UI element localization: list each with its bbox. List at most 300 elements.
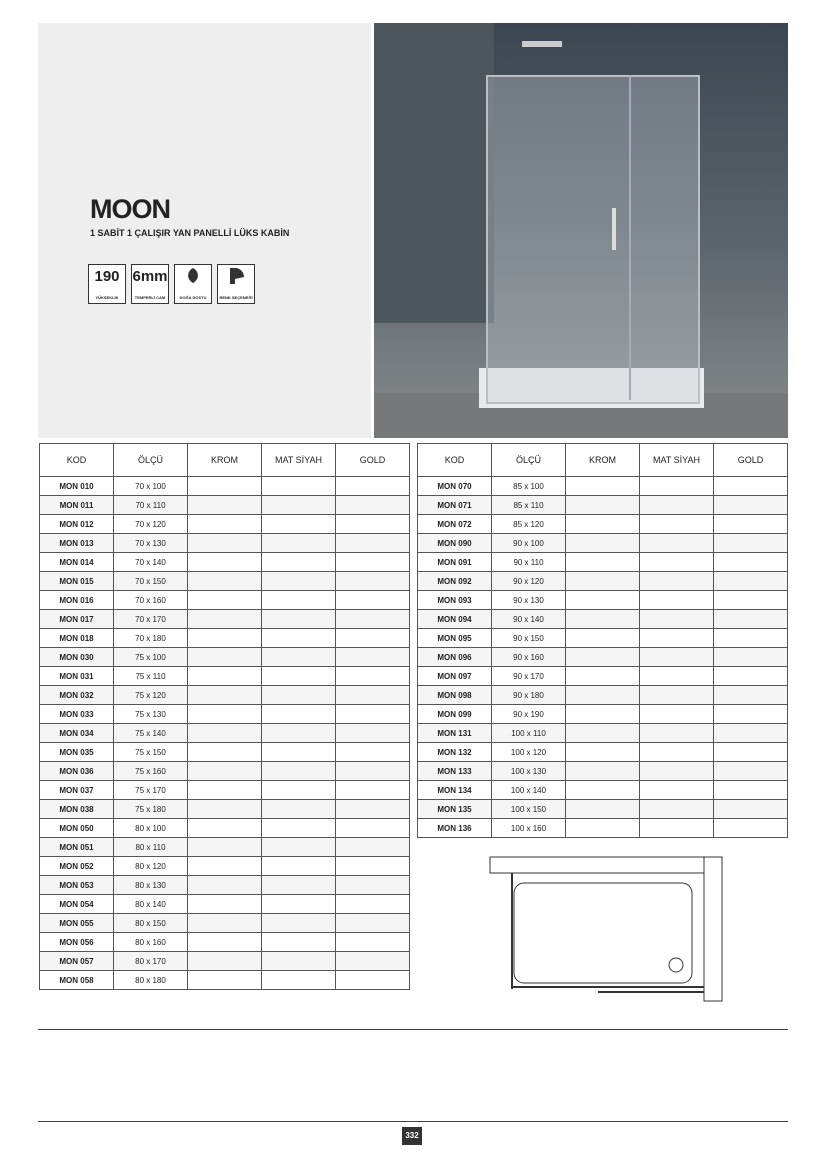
finish-cell [566,800,640,819]
table-row [40,686,410,705]
product-size: 90 x 140 [492,610,566,629]
column-header: KROM [566,444,640,477]
product-size: 90 x 190 [492,705,566,724]
product-size: 85 x 120 [492,515,566,534]
finish-cell [188,553,262,572]
finish-cell [188,838,262,857]
finish-cell [640,819,714,838]
finish-cell [336,952,410,971]
finish-cell [262,876,336,895]
product-code: MON 098 [418,686,492,705]
height-badge [88,264,126,304]
finish-cell [566,724,640,743]
finish-cell [262,648,336,667]
finish-cell [188,591,262,610]
finish-cell [188,781,262,800]
finish-cell [336,857,410,876]
finish-cell [640,686,714,705]
product-code: MON 090 [418,534,492,553]
finish-cell [336,743,410,762]
table-row [418,572,788,591]
finish-cell [262,838,336,857]
finish-cell [262,553,336,572]
table-row [418,629,788,648]
finish-cell [262,496,336,515]
eco-badge [174,264,212,304]
product-size: 80 x 140 [114,895,188,914]
table-row [418,610,788,629]
finish-cell [714,496,788,515]
finish-cell [188,876,262,895]
badge-label: DOĞA DOSTU [179,295,207,300]
finish-cell [336,914,410,933]
product-size: 90 x 180 [492,686,566,705]
product-size: 80 x 180 [114,971,188,990]
finish-cell [566,743,640,762]
finish-cell [566,477,640,496]
product-code: MON 091 [418,553,492,572]
finish-cell [714,534,788,553]
table-row [418,534,788,553]
product-code: MON 031 [40,667,114,686]
product-code: MON 055 [40,914,114,933]
product-code: MON 032 [40,686,114,705]
finish-cell [714,800,788,819]
finish-cell [188,933,262,952]
table-row [40,857,410,876]
finish-cell [336,933,410,952]
finish-cell [566,534,640,553]
finish-cell [188,800,262,819]
finish-cell [714,610,788,629]
finish-cell [262,914,336,933]
product-size: 80 x 120 [114,857,188,876]
product-code: MON 135 [418,800,492,819]
finish-cell [188,648,262,667]
product-code: MON 014 [40,553,114,572]
finish-cell [566,553,640,572]
product-code: MON 038 [40,800,114,819]
finish-cell [640,743,714,762]
finish-cell [714,572,788,591]
finish-cell [714,667,788,686]
finish-cell [640,781,714,800]
finish-cell [566,515,640,534]
finish-cell [336,895,410,914]
product-photo [374,23,788,438]
product-size: 90 x 120 [492,572,566,591]
finish-cell [188,705,262,724]
finish-cell [188,496,262,515]
product-code: MON 037 [40,781,114,800]
finish-cell [188,667,262,686]
divider [38,1029,788,1030]
product-size: 75 x 150 [114,743,188,762]
finish-cell [336,496,410,515]
product-size: 70 x 180 [114,629,188,648]
product-code: MON 134 [418,781,492,800]
product-size: 80 x 100 [114,819,188,838]
table-row [418,686,788,705]
finish-cell [640,496,714,515]
finish-cell [714,762,788,781]
table-row [40,477,410,496]
finish-cell [188,477,262,496]
finish-cell [262,591,336,610]
table-row [40,876,410,895]
finish-cell [188,686,262,705]
product-size: 90 x 110 [492,553,566,572]
column-header: KOD [418,444,492,477]
table-row [40,762,410,781]
column-header: GOLD [714,444,788,477]
product-code: MON 099 [418,705,492,724]
finish-cell [714,724,788,743]
finish-cell [262,819,336,838]
product-code: MON 070 [418,477,492,496]
finish-cell [262,933,336,952]
product-size: 100 x 150 [492,800,566,819]
table-row [40,743,410,762]
table-row [40,952,410,971]
finish-cell [188,629,262,648]
product-code: MON 131 [418,724,492,743]
table-row [418,496,788,515]
finish-cell [336,534,410,553]
color-icon [227,267,245,285]
column-header: ÖLÇÜ [114,444,188,477]
table-row [40,933,410,952]
finish-cell [262,952,336,971]
finish-cell [262,629,336,648]
table-row [418,515,788,534]
product-code: MON 071 [418,496,492,515]
product-code: MON 036 [40,762,114,781]
product-code: MON 097 [418,667,492,686]
product-size: 90 x 160 [492,648,566,667]
column-header: MAT SİYAH [262,444,336,477]
product-code: MON 035 [40,743,114,762]
finish-cell [336,762,410,781]
cabin-plan-diagram [488,855,724,1003]
product-size: 75 x 100 [114,648,188,667]
table-row [40,781,410,800]
table-row [40,838,410,857]
product-size: 90 x 130 [492,591,566,610]
column-header: KOD [40,444,114,477]
table-row [40,515,410,534]
finish-cell [188,952,262,971]
product-table-right [417,443,788,838]
badge-value: 6mm [132,268,168,285]
finish-cell [262,572,336,591]
table-row [40,971,410,990]
finish-cell [336,819,410,838]
product-code: MON 013 [40,534,114,553]
product-size: 70 x 120 [114,515,188,534]
finish-cell [336,971,410,990]
product-code: MON 017 [40,610,114,629]
finish-cell [714,781,788,800]
product-code: MON 095 [418,629,492,648]
finish-cell [336,686,410,705]
finish-cell [336,705,410,724]
finish-cell [188,724,262,743]
product-size: 90 x 170 [492,667,566,686]
product-size: 80 x 110 [114,838,188,857]
finish-cell [188,819,262,838]
finish-cell [188,895,262,914]
divider [38,1121,788,1122]
product-size: 75 x 180 [114,800,188,819]
table-row [40,648,410,667]
finish-cell [566,610,640,629]
finish-cell [188,534,262,553]
column-header: GOLD [336,444,410,477]
finish-cell [262,705,336,724]
table-row [418,705,788,724]
product-size: 75 x 140 [114,724,188,743]
finish-cell [566,781,640,800]
finish-cell [640,762,714,781]
finish-cell [566,648,640,667]
product-code: MON 053 [40,876,114,895]
product-code: MON 011 [40,496,114,515]
finish-cell [336,477,410,496]
finish-cell [566,629,640,648]
finish-cell [188,610,262,629]
finish-cell [262,610,336,629]
product-code: MON 096 [418,648,492,667]
finish-cell [262,667,336,686]
product-code: MON 092 [418,572,492,591]
product-code: MON 018 [40,629,114,648]
finish-cell [640,667,714,686]
finish-cell [566,667,640,686]
table-row [418,819,788,838]
feature-badges [88,264,255,304]
finish-cell [262,534,336,553]
product-size: 90 x 150 [492,629,566,648]
product-size: 100 x 140 [492,781,566,800]
finish-cell [566,572,640,591]
product-size: 90 x 100 [492,534,566,553]
finish-cell [336,553,410,572]
badge-label: RENK SEÇENEĞİ [219,295,253,300]
product-code: MON 051 [40,838,114,857]
finish-cell [566,496,640,515]
finish-cell [640,724,714,743]
product-size: 70 x 140 [114,553,188,572]
finish-cell [566,762,640,781]
finish-cell [262,857,336,876]
finish-cell [640,610,714,629]
product-code: MON 033 [40,705,114,724]
product-code: MON 052 [40,857,114,876]
table-row [40,610,410,629]
badge-value: 190 [94,268,120,285]
table-row [40,705,410,724]
finish-cell [336,610,410,629]
table-row [40,572,410,591]
product-code: MON 094 [418,610,492,629]
finish-cell [566,686,640,705]
finish-cell [262,743,336,762]
finish-cell [714,515,788,534]
product-size: 75 x 120 [114,686,188,705]
finish-cell [714,705,788,724]
table-row [40,534,410,553]
table-row [418,667,788,686]
table-row [40,724,410,743]
product-code: MON 016 [40,591,114,610]
product-code: MON 015 [40,572,114,591]
product-size: 75 x 130 [114,705,188,724]
product-code: MON 072 [418,515,492,534]
finish-cell [336,724,410,743]
table-row [40,629,410,648]
finish-cell [640,553,714,572]
finish-cell [262,724,336,743]
finish-cell [188,971,262,990]
product-size: 70 x 160 [114,591,188,610]
finish-cell [336,515,410,534]
product-size: 100 x 160 [492,819,566,838]
table-row [40,591,410,610]
finish-cell [262,686,336,705]
finish-cell [336,591,410,610]
leaf-icon [184,267,202,285]
product-code: MON 133 [418,762,492,781]
product-code: MON 054 [40,895,114,914]
table-row [418,553,788,572]
table-row [418,781,788,800]
table-row [418,762,788,781]
table-row [40,553,410,572]
product-code: MON 050 [40,819,114,838]
finish-cell [566,819,640,838]
product-code: MON 093 [418,591,492,610]
product-table-left [39,443,410,990]
table-row [40,914,410,933]
product-size: 100 x 110 [492,724,566,743]
product-size: 80 x 130 [114,876,188,895]
finish-cell [566,591,640,610]
page-number: 332 [402,1127,422,1145]
product-title: MOON [90,194,170,224]
finish-cell [714,477,788,496]
product-code: MON 057 [40,952,114,971]
product-size: 70 x 130 [114,534,188,553]
table-row [40,667,410,686]
finish-cell [714,629,788,648]
finish-cell [188,515,262,534]
product-code: MON 012 [40,515,114,534]
column-header: MAT SİYAH [640,444,714,477]
finish-cell [640,572,714,591]
product-code: MON 058 [40,971,114,990]
finish-cell [262,781,336,800]
finish-cell [640,534,714,553]
finish-cell [188,743,262,762]
product-size: 70 x 100 [114,477,188,496]
product-size: 70 x 170 [114,610,188,629]
finish-cell [336,800,410,819]
finish-cell [714,553,788,572]
table-row [418,648,788,667]
glass-badge [131,264,169,304]
finish-cell [188,762,262,781]
product-size: 100 x 120 [492,743,566,762]
product-code: MON 030 [40,648,114,667]
finish-cell [188,914,262,933]
finish-cell [336,572,410,591]
finish-cell [714,648,788,667]
finish-cell [262,971,336,990]
table-row [40,496,410,515]
product-code: MON 010 [40,477,114,496]
finish-cell [262,895,336,914]
product-size: 75 x 160 [114,762,188,781]
finish-cell [336,876,410,895]
finish-cell [188,857,262,876]
product-size: 75 x 110 [114,667,188,686]
finish-cell [714,591,788,610]
finish-cell [640,591,714,610]
product-size: 80 x 160 [114,933,188,952]
table-row [40,895,410,914]
finish-cell [262,800,336,819]
finish-cell [566,705,640,724]
badge-label: YÜKSEKLİK [95,295,119,300]
finish-cell [336,648,410,667]
finish-cell [262,477,336,496]
product-size: 85 x 110 [492,496,566,515]
finish-cell [640,629,714,648]
product-size: 70 x 150 [114,572,188,591]
table-row [418,591,788,610]
column-header: ÖLÇÜ [492,444,566,477]
product-code: MON 136 [418,819,492,838]
finish-cell [714,686,788,705]
table-row [418,743,788,762]
finish-cell [336,629,410,648]
finish-cell [714,819,788,838]
finish-cell [640,800,714,819]
finish-cell [262,762,336,781]
finish-cell [640,515,714,534]
badge-label: TEMPERLİ CAM [134,295,166,300]
product-code: MON 034 [40,724,114,743]
product-size: 80 x 150 [114,914,188,933]
finish-cell [640,477,714,496]
table-row [418,724,788,743]
finish-cell [188,572,262,591]
product-code: MON 056 [40,933,114,952]
table-row [418,477,788,496]
product-size: 70 x 110 [114,496,188,515]
finish-cell [336,838,410,857]
finish-cell [336,667,410,686]
table-row [40,819,410,838]
finish-cell [336,781,410,800]
product-subtitle: 1 SABİT 1 ÇALIŞIR YAN PANELLİ LÜKS KABİN [90,228,290,238]
product-size: 80 x 170 [114,952,188,971]
finish-cell [262,515,336,534]
product-code: MON 132 [418,743,492,762]
product-size: 85 x 100 [492,477,566,496]
product-size: 100 x 130 [492,762,566,781]
